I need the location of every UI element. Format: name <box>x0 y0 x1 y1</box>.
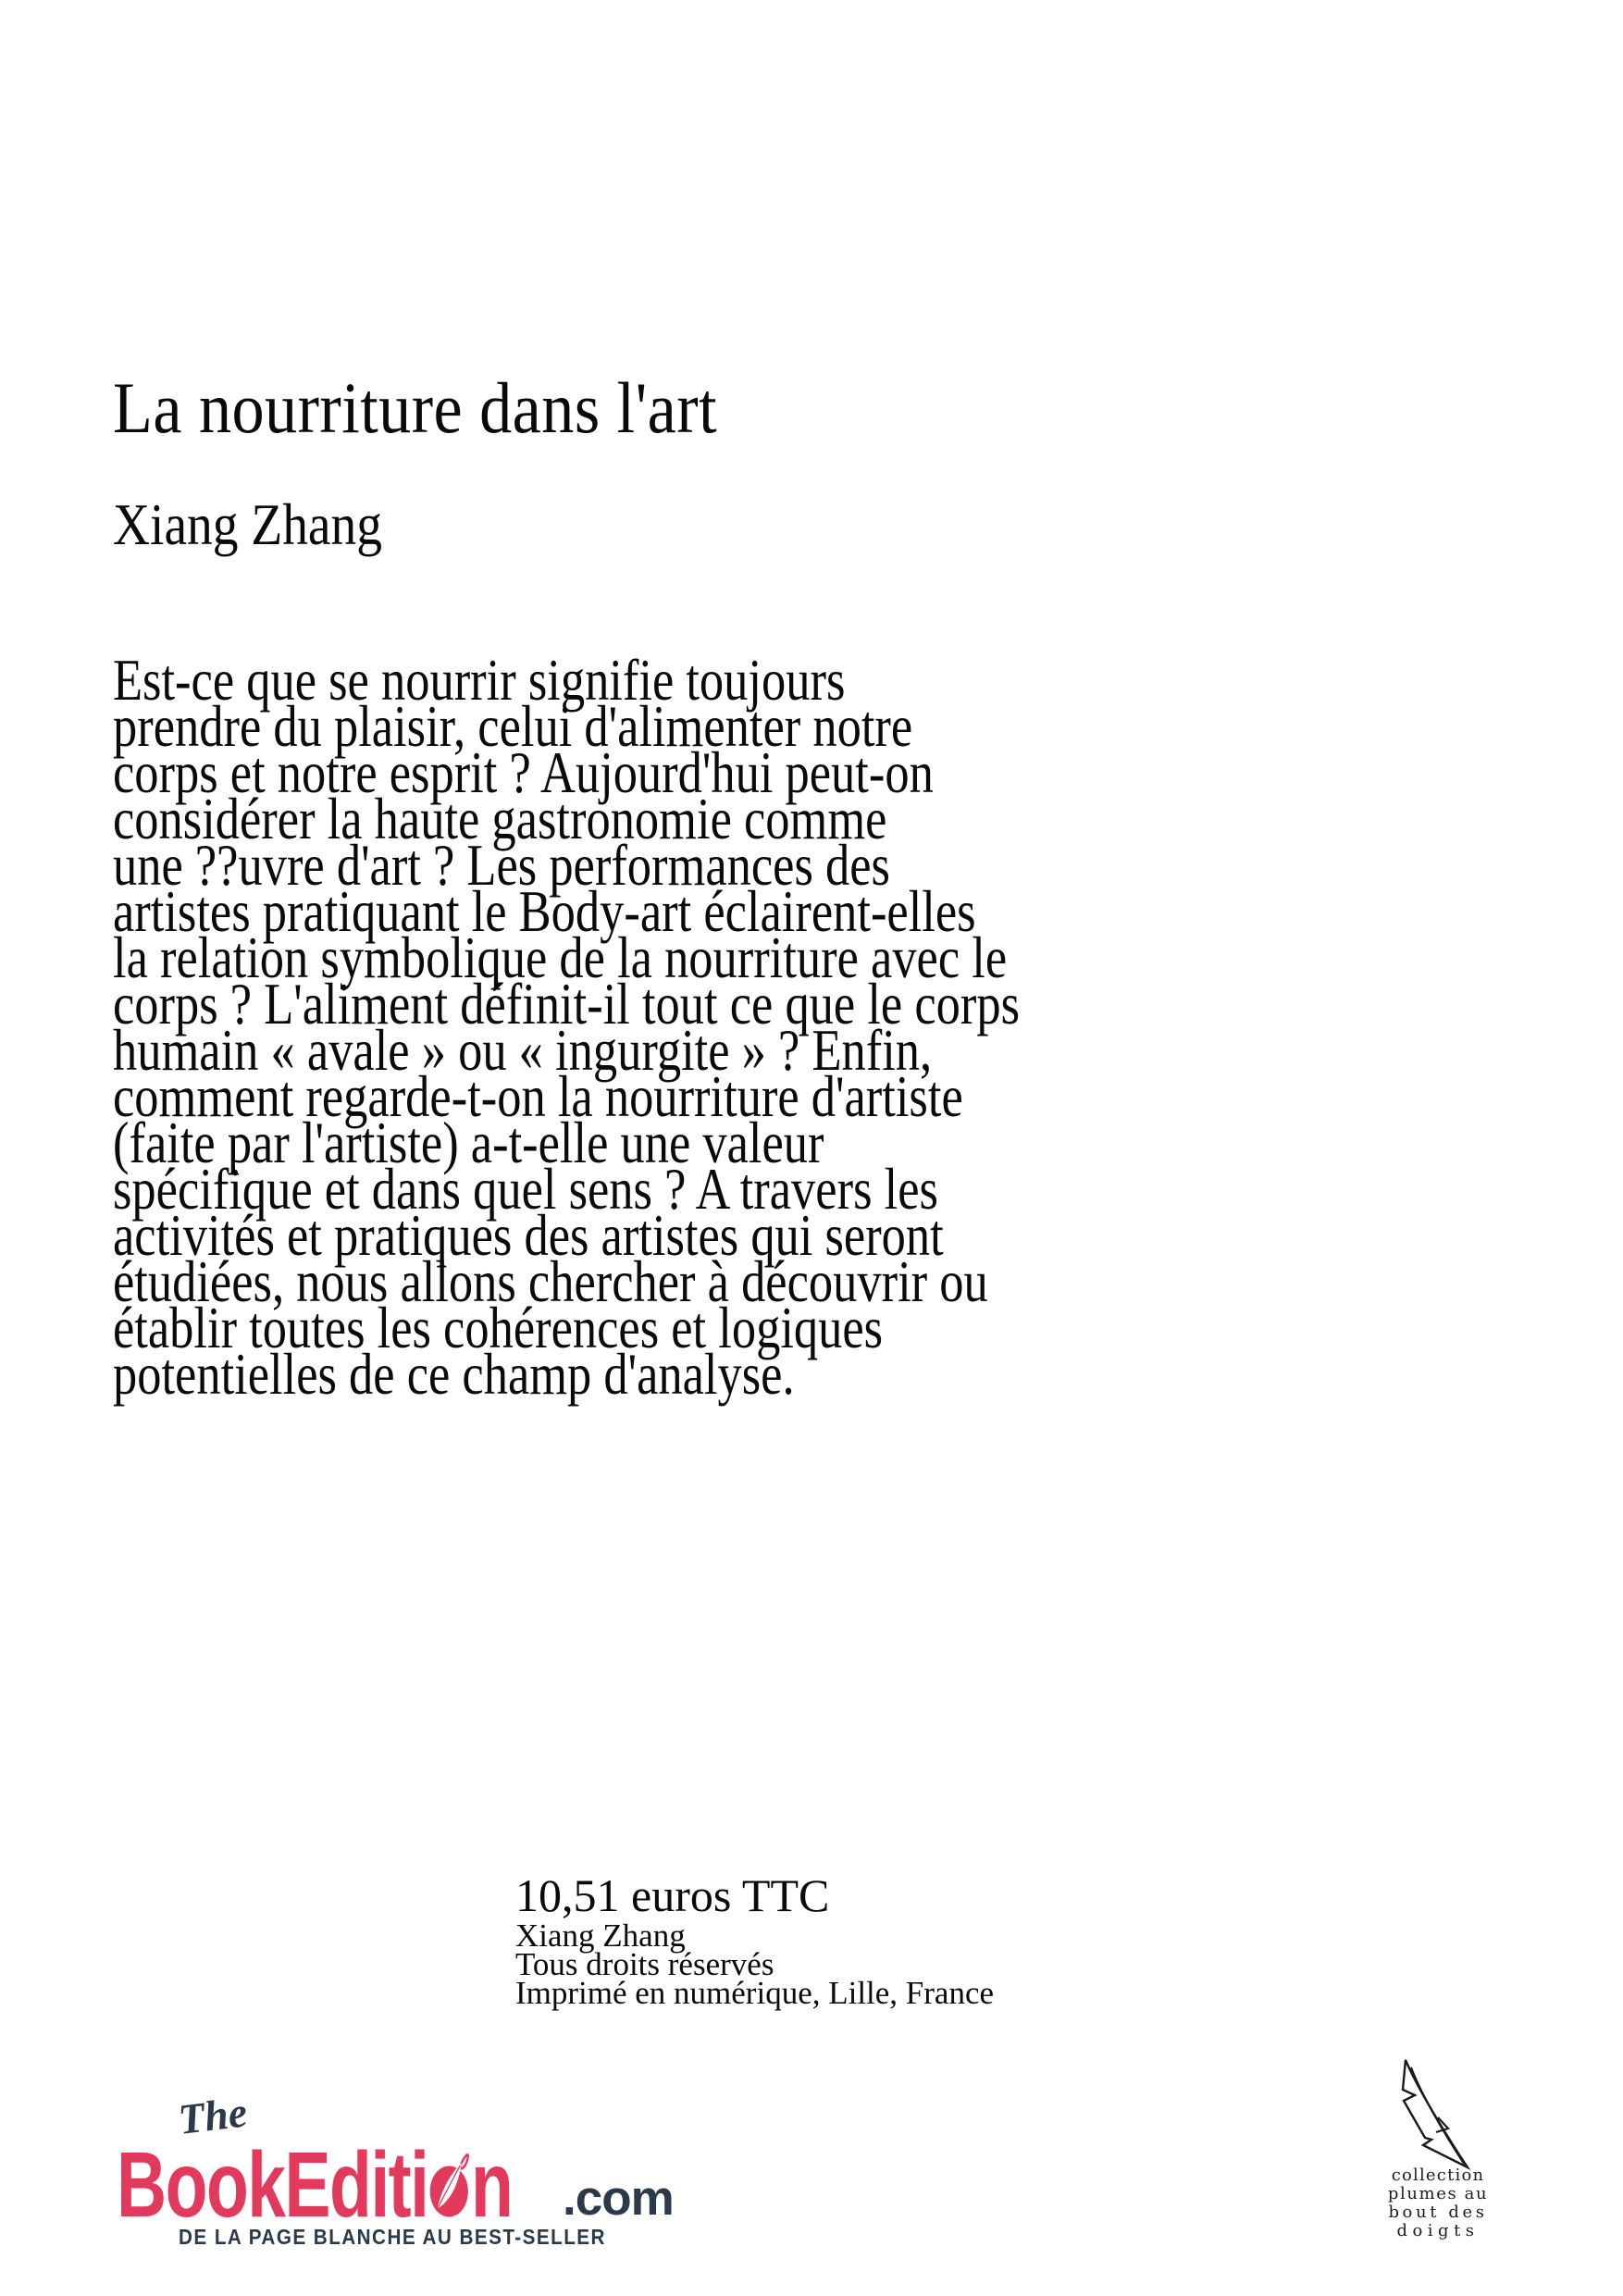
collection-line: bout des <box>1388 2203 1488 2222</box>
colophon-block <box>515 1917 995 2011</box>
publisher-logo-word-pre: BookEditi <box>117 2133 428 2237</box>
description-line: activités et pratiques des artistes qui seront <box>113 1202 944 1268</box>
collection-line: collection <box>1391 2166 1485 2185</box>
collection-line: plumes au <box>1387 2184 1489 2203</box>
description-line: corps ? L'aliment définit-il tout ce que le corps <box>113 971 1021 1036</box>
colophon-author: Xiang Zhang <box>515 1917 686 1954</box>
publisher-logo-tld: .com <box>563 2171 674 2226</box>
book-description <box>113 647 1327 1407</box>
description-line: étudiées, nous allons chercher à découvrir ou <box>113 1248 988 1314</box>
publisher-tagline: DE LA PAGE BLANCHE AU BEST-SELLER <box>179 2225 606 2249</box>
description-line: Est-ce que se nourrir signifie toujours <box>113 647 846 713</box>
collection-line: doigts <box>1396 2221 1480 2240</box>
publisher-logo-the: The <box>176 2088 250 2143</box>
description-line: artistes pratiquant le Body-art éclairent-elles <box>113 878 976 944</box>
price-ttc: 10,51 euros TTC <box>515 1869 830 1921</box>
description-line: une ??uvre d'art ? Les performances des <box>113 832 890 898</box>
publisher-logo-wordmark <box>117 2133 513 2237</box>
description-line: corps et notre esprit ? Aujourd'hui peut-on <box>113 739 934 805</box>
description-line: comment regarde-t-on la nourriture d'artiste <box>113 1063 963 1129</box>
description-line: prendre du plaisir, celui d'alimenter notre <box>113 693 913 759</box>
feather-o-icon <box>427 2151 471 2217</box>
description-line: la relation symbolique de la nourriture avec le <box>113 925 1008 990</box>
publisher-logo-word-post: n <box>470 2133 513 2237</box>
description-line: humain « avale » ou « ingurgite » ? Enfin, <box>113 1017 933 1083</box>
description-line: potentielles de ce champ d'analyse. <box>113 1341 795 1407</box>
collection-logo-text <box>1382 2166 1493 2240</box>
description-line: établir toutes les cohérences et logiques <box>113 1295 884 1360</box>
description-line: considérer la haute gastronomie comme <box>113 786 887 851</box>
colophon-printed: Imprimé en numérique, Lille, France <box>515 1975 995 2011</box>
quill-feather-icon <box>1386 2053 1479 2179</box>
description-line: (faite par l'artiste) a-t-elle une valeur <box>113 1110 824 1175</box>
author-name: Xiang Zhang <box>113 492 382 557</box>
colophon-rights: Tous droits réservés <box>515 1946 774 1982</box>
description-line: spécifique et dans quel sens ? A travers les <box>113 1156 938 1222</box>
page-title: La nourriture dans l'art <box>113 367 718 448</box>
